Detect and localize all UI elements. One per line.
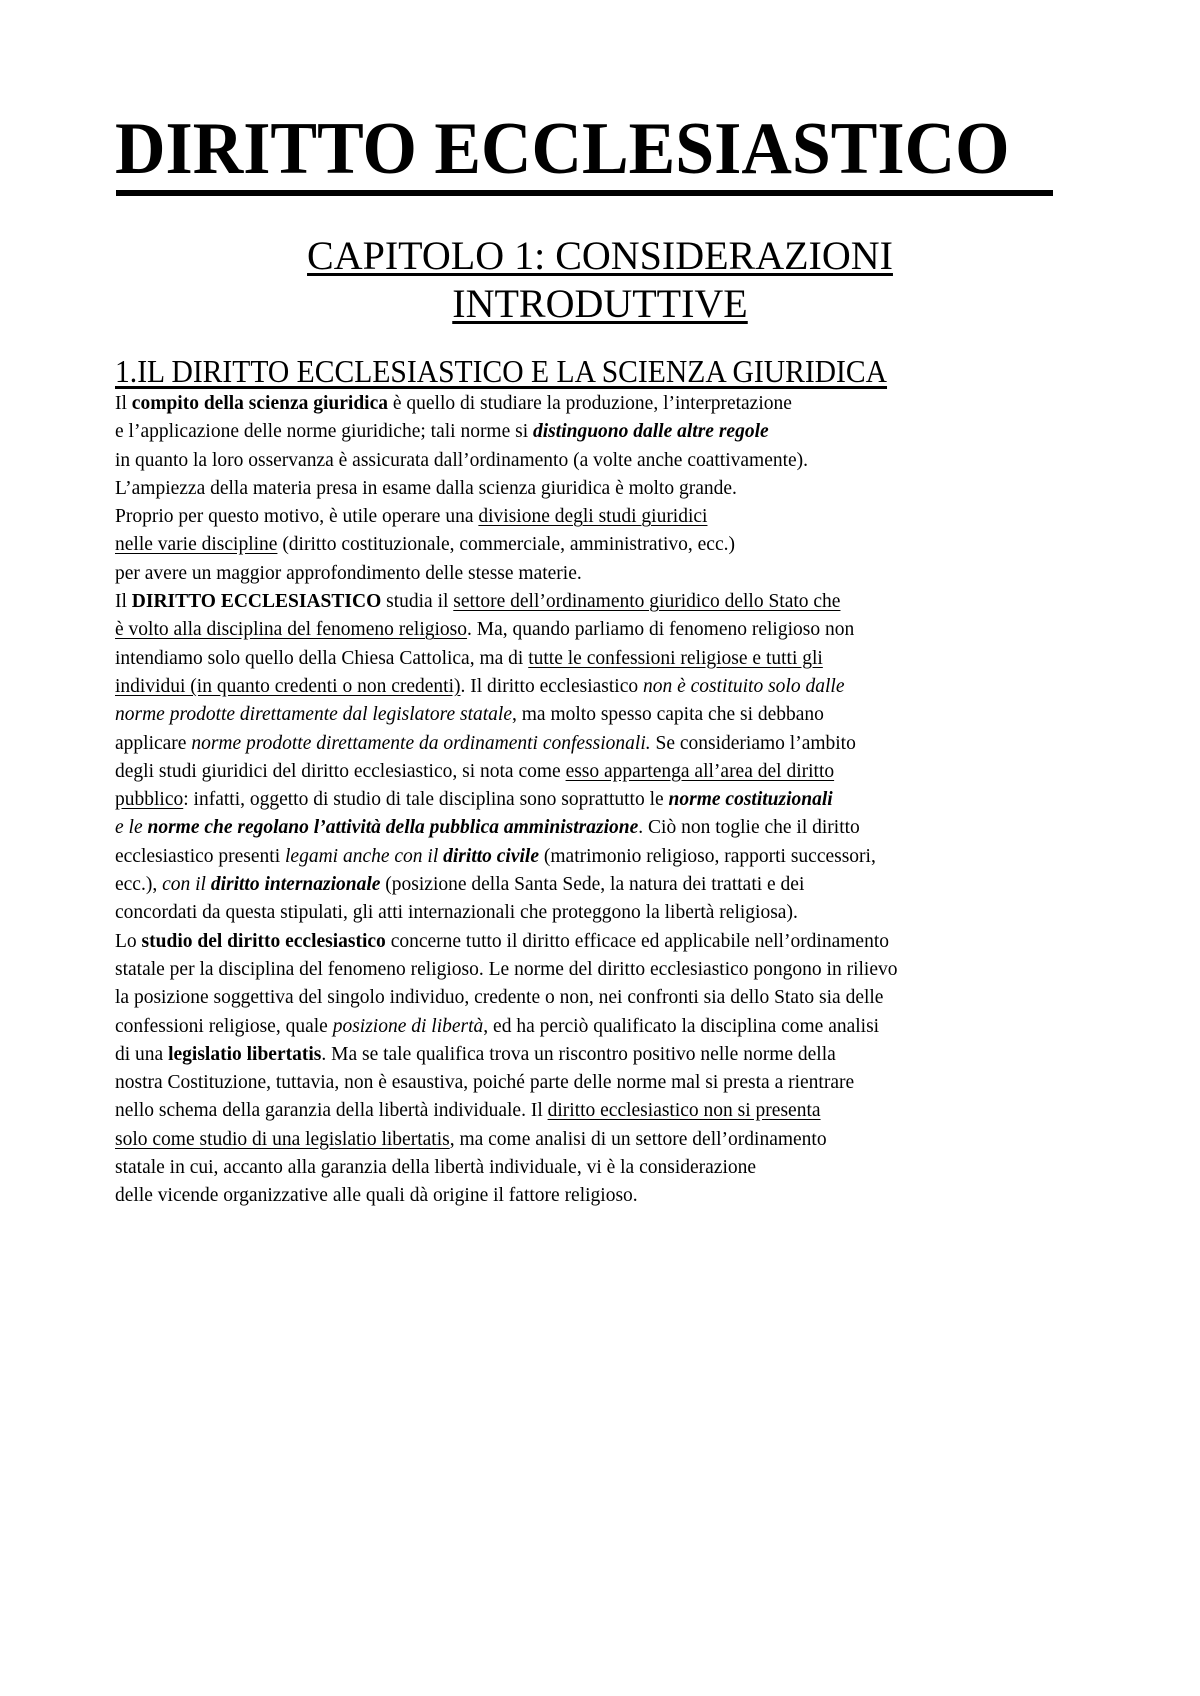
- emphasis-span: legislatio libertatis: [168, 1043, 322, 1065]
- text-span: statale in cui, accanto alla garanzia della libertà individuale, vi è la considerazione: [115, 1157, 757, 1179]
- text-span: di una: [115, 1043, 169, 1065]
- emphasis-span: legami anche con il: [285, 845, 444, 867]
- text-line: [115, 645, 1115, 673]
- emphasis-span: diritto internazionale: [210, 874, 381, 896]
- emphasis-span: non è costituito solo dalle: [642, 675, 845, 697]
- emphasis-span: diritto ecclesiastico non si presenta: [547, 1100, 821, 1122]
- text-span: . Ma, quando parliamo di fenomeno religioso non: [467, 619, 855, 641]
- text-span: concerne tutto il diritto efficace ed applicabile nell’ordinamento: [385, 930, 889, 952]
- text-span: degli studi giuridici del diritto ecclesiastico, si nota come: [115, 760, 566, 782]
- text-span: Il: [115, 393, 132, 414]
- title-underline: [116, 190, 1053, 196]
- document-title: DIRITTO ECCLESIASTICO: [115, 108, 1010, 190]
- emphasis-span: norme prodotte direttamente da ordinamenti confessionali.: [191, 732, 651, 754]
- text-line: [115, 447, 1115, 475]
- text-span: studia il: [381, 591, 454, 613]
- text-line: [115, 843, 1115, 871]
- text-line: [115, 758, 1115, 786]
- emphasis-span: posizione di libertà: [332, 1015, 484, 1037]
- text-span: Se consideriamo l’ambito: [650, 732, 856, 754]
- emphasis-span: divisione degli studi giuridici: [478, 506, 708, 528]
- text-span: e l’applicazione delle norme giuridiche; tali norme si: [115, 421, 534, 443]
- emphasis-span: è volto alla disciplina del fenomeno religioso: [115, 619, 467, 641]
- text-line: [115, 1013, 1115, 1041]
- text-line: [115, 1182, 1115, 1210]
- text-span: L’ampiezza della materia presa in esame dalla scienza giuridica è molto grande.: [115, 477, 737, 499]
- text-line: [115, 814, 1115, 842]
- emphasis-span: solo come studio di una legislatio libertatis: [115, 1128, 450, 1150]
- text-line: [115, 1041, 1115, 1069]
- text-span: applicare: [115, 732, 192, 754]
- text-span: . Ciò non toglie che il diritto: [638, 817, 860, 839]
- text-line: [115, 786, 1115, 814]
- emphasis-span: con il: [162, 874, 211, 896]
- emphasis-span: diritto civile: [443, 845, 539, 867]
- emphasis-span: DIRITTO ECCLESIASTICO: [131, 591, 382, 613]
- text-span: Il: [115, 591, 132, 613]
- emphasis-span: esso appartenga all’area del diritto: [565, 760, 835, 782]
- text-span: intendiamo solo quello della Chiesa Cattolica, ma di: [115, 647, 529, 669]
- emphasis-span: pubblico: [115, 789, 184, 811]
- text-line: [115, 418, 1115, 446]
- text-line: [115, 588, 1115, 616]
- text-span: (matrimonio religioso, rapporti successori,: [539, 845, 876, 867]
- emphasis-span: individui (in quanto credenti o non credenti): [115, 675, 461, 697]
- text-span: è quello di studiare la produzione, l’interpretazione: [387, 393, 792, 414]
- text-line: [115, 899, 1115, 927]
- text-span: . Ma se tale qualifica trova un riscontro positivo nelle norme della: [321, 1043, 836, 1065]
- text-line: [115, 871, 1115, 899]
- emphasis-span: settore dell’ordinamento giuridico dello Stato che: [453, 591, 841, 613]
- text-line: [115, 730, 1115, 758]
- text-span: la posizione soggettiva del singolo individuo, credente o non, nei confronti sia dello Stato sia delle: [115, 987, 884, 1009]
- emphasis-span: norme che regolano l’attività della pubblica amministrazione: [147, 817, 639, 839]
- text-line: [115, 673, 1115, 701]
- text-span: confessioni religiose, quale: [115, 1015, 333, 1037]
- text-span: Proprio per questo motivo, è utile operare una: [115, 506, 479, 528]
- text-span: , ma molto spesso capita che si debbano: [512, 704, 824, 726]
- chapter-heading-line-1: CAPITOLO 1: CONSIDERAZIONI: [307, 233, 893, 278]
- emphasis-span: distinguono dalle altre regole: [533, 421, 769, 443]
- text-span: nostra Costituzione, tuttavia, non è esaustiva, poiché parte delle norme mal si presta a rientrare: [115, 1072, 855, 1094]
- text-span: concordati da questa stipulati, gli atti internazionali che proteggono la libertà religiosa).: [115, 902, 798, 924]
- text-line: [115, 1154, 1115, 1182]
- text-span: nello schema della garanzia della libertà individuale. Il: [115, 1100, 548, 1122]
- text-span: (diritto costituzionale, commerciale, amministrativo, ecc.): [277, 534, 735, 556]
- text-line: [115, 531, 1115, 559]
- emphasis-span: norme costituzionali: [668, 789, 833, 811]
- text-line: [115, 1069, 1115, 1097]
- emphasis-span: compito della scienza giuridica: [131, 393, 388, 414]
- text-line: [115, 984, 1115, 1012]
- text-span: statale per la disciplina del fenomeno religioso. Le norme del diritto ecclesiastico pongono in rilievo: [115, 958, 898, 980]
- text-line: [115, 1097, 1115, 1125]
- section-heading: 1.IL DIRITTO ECCLESIASTICO E LA SCIENZA GIURIDICA: [115, 353, 888, 389]
- emphasis-span: tutte le confessioni religiose e tutti gli: [528, 647, 823, 669]
- text-line: [115, 560, 1115, 588]
- emphasis-span: nelle varie discipline: [115, 534, 278, 556]
- text-line: [115, 503, 1115, 531]
- emphasis-span: norme prodotte direttamente dal legislatore statale: [115, 704, 512, 726]
- emphasis-span: e le: [115, 817, 148, 839]
- text-span: in quanto la loro osservanza è assicurata dall’ordinamento (a volte anche coattivamente).: [115, 449, 809, 471]
- text-span: , ed ha perciò qualificato la disciplina come analisi: [483, 1015, 880, 1037]
- text-line: [115, 701, 1115, 729]
- text-line: [115, 1126, 1115, 1154]
- body-paragraph: [115, 390, 1115, 1211]
- chapter-heading-line-2: INTRODUTTIVE: [452, 281, 748, 326]
- text-span: per avere un maggior approfondimento delle stesse materie.: [115, 562, 582, 584]
- text-span: : infatti, oggetto di studio di tale disciplina sono soprattutto le: [183, 789, 669, 811]
- text-span: delle vicende organizzative alle quali dà origine il fattore religioso.: [115, 1185, 638, 1207]
- text-line: [115, 928, 1115, 956]
- text-span: , ma come analisi di un settore dell’ordinamento: [449, 1128, 827, 1150]
- text-line: [115, 390, 1115, 418]
- emphasis-span: studio del diritto ecclesiastico: [141, 930, 386, 952]
- text-line: [115, 956, 1115, 984]
- text-span: ecc.),: [115, 874, 163, 896]
- chapter-heading: [0, 232, 1200, 328]
- text-span: (posizione della Santa Sede, la natura dei trattati e dei: [380, 874, 805, 896]
- text-span: . Il diritto ecclesiastico: [460, 675, 643, 697]
- text-span: Lo: [115, 930, 142, 952]
- text-span: ecclesiastico presenti: [115, 845, 286, 867]
- text-line: [115, 475, 1115, 503]
- text-line: [115, 616, 1115, 644]
